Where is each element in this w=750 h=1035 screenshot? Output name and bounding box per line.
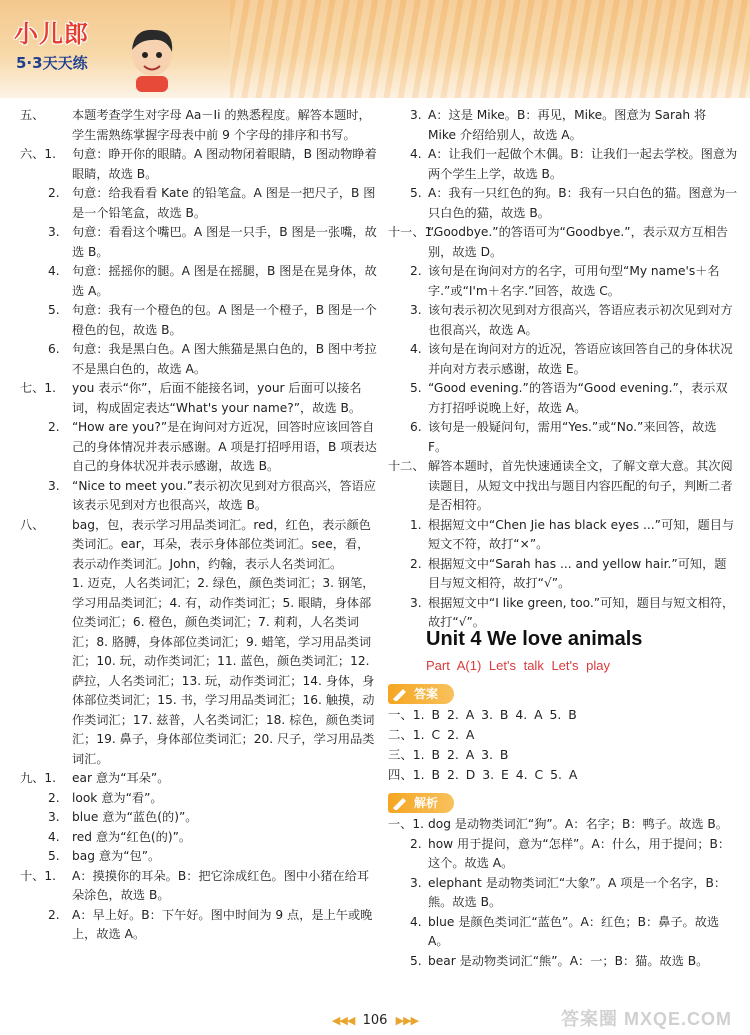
- brand-logo: [14, 14, 164, 86]
- item-marker: 4.: [410, 147, 422, 161]
- item-marker: 5.: [410, 186, 422, 200]
- item-marker: 4.: [410, 914, 422, 929]
- item-text: 句意：我有一个橙色的包。A 图是一个橙子，B 图是一个橙色的包，故选 B。: [72, 303, 377, 337]
- pencil-icon: [392, 796, 408, 810]
- answer-item: [388, 184, 738, 223]
- item-marker: 3.: [410, 875, 422, 890]
- item-marker: 2.: [410, 556, 422, 571]
- answer-item: [20, 808, 380, 828]
- item-marker: 3.: [410, 303, 422, 317]
- answer-item: [20, 769, 380, 789]
- answer-item: [20, 867, 380, 906]
- item-marker: 3.: [48, 810, 60, 824]
- page-header: [0, 0, 750, 98]
- next-arrows: ▶▶▶: [395, 1014, 419, 1027]
- answer-item: [388, 379, 738, 418]
- item-text: bag，包，表示学习用品类词汇。red，红色，表示颜色类词汇。ear，耳朵，表示身体部位类词汇。see，看，表示动作类词汇。John，约翰，表示人名类词汇。: [72, 517, 371, 571]
- answer-item: [388, 301, 738, 340]
- item-text: dog 是动物类词汇“狗”。A：名字；B：鸭子。故选 B。: [428, 817, 728, 831]
- page-number: 106: [362, 1013, 388, 1028]
- item-marker: 4.: [410, 342, 422, 356]
- unit-title: Unit 4 We love animals: [426, 628, 643, 650]
- item-text: 句意：摇摇你的腿。A 图是在摇腿，B 图是在晃身体，故选 A。: [72, 264, 377, 298]
- item-text: 该句是在询问对方的近况，答语应该回答自己的身体状况并向对方表示感谢，故选 E。: [428, 342, 733, 376]
- item-text: “Nice to meet you.”表示初次见到对方很高兴，答语应该表示见到对方也很高兴，故选 B。: [72, 478, 376, 512]
- item-marker: 九、1.: [20, 771, 57, 785]
- item-text: 句意：给我看看 Kate 的铅笔盒。A 图是一把尺子，B 图是一个铅笔盒，故选 B。: [72, 186, 376, 220]
- item-marker: 5.: [48, 303, 60, 317]
- answer-item: [20, 847, 380, 867]
- answer-item: [20, 789, 380, 809]
- watermark: 答案圈 MXQE.COM: [560, 1009, 732, 1029]
- item-marker: 6.: [410, 420, 422, 434]
- pencil-icon: [392, 687, 408, 701]
- answer-item: [388, 145, 738, 184]
- part-subtitle: [426, 658, 610, 673]
- item-marker: 3.: [410, 108, 422, 122]
- answer-item: [20, 184, 380, 223]
- answer-item: [388, 340, 738, 379]
- item-text: 该句是一般疑问句，需用“Yes.”或“No.”来回答，故选 F。: [428, 420, 717, 454]
- item-text: you 表示“你”，后面不能接名词，your 后面可以接名词，构成固定表达“What's your name?”，故选 B。: [72, 381, 362, 415]
- answer-item: [20, 379, 380, 418]
- item-marker: 八、: [20, 517, 45, 532]
- talk-label: Let's talk: [488, 658, 544, 673]
- item-marker: 2.: [48, 907, 60, 922]
- answer-item: [388, 223, 738, 262]
- left-column: [20, 106, 380, 945]
- play-label: Let's play: [551, 658, 610, 673]
- answer-item: [388, 594, 738, 633]
- item-text: 句意：睁开你的眼睛。A 图动物闭着眼睛，B 图动物睁着眼睛，故选 B。: [72, 147, 377, 181]
- item-text: 根据短文中“I like green, too.”可知，题目与短文相符，故打“√”。: [428, 595, 735, 629]
- answer-item: [388, 457, 738, 516]
- logo-subtitle: 5·3天天练: [16, 54, 88, 72]
- answer-row: 三、1. B 2. A 3. B: [388, 747, 509, 762]
- item-marker: 2.: [48, 790, 60, 805]
- item-marker: 1.: [410, 517, 422, 532]
- answer-tag: [388, 684, 454, 704]
- item-marker: 2.: [410, 264, 422, 278]
- item-text: A：摸摸你的耳朵。B：把它涂成红色。图中小猪在给耳朵涂色，故选 B。: [72, 868, 370, 902]
- answer-item: [388, 913, 738, 952]
- item-marker: 十、1.: [20, 868, 57, 883]
- answer-row: 一、1. B 2. A 3. B 4. A 5. B: [388, 707, 577, 722]
- answer-item: [388, 516, 738, 555]
- answer-item: [388, 815, 738, 835]
- item-marker: 3.: [48, 478, 60, 493]
- item-text: ear 意为“耳朵”。: [72, 771, 170, 785]
- mascot-boy-icon: [122, 24, 182, 94]
- item-text: blue 是颜色类词汇“蓝色”。A：红色；B：鼻子。故选 A。: [428, 914, 720, 948]
- item-text: 句意：看看这个嘴巴。A 图是一只手，B 图是一张嘴，故选 B。: [72, 225, 377, 259]
- item-text: “How are you?”是在询问对方近况，回答时应该回答自己的身体情况并表示感谢。A 项是打招呼用语，B 项表达自己的身体状况并表示感谢，故选 B。: [72, 420, 377, 473]
- answers-block: [388, 705, 577, 785]
- item-text: elephant 是动物类词汇“大象”。A 项是一个名字，B：熊。故选 B。: [428, 875, 727, 909]
- item-text: “Good evening.”的答语为“Good evening.”，表示双方打招呼说晚上好，故选 A。: [428, 381, 728, 415]
- item-text: red 意为“红色(的)”。: [72, 829, 192, 844]
- answer-item: [388, 418, 738, 457]
- item-marker: 五、: [20, 108, 45, 122]
- answer-item: [20, 477, 380, 516]
- item-text: how 用于提问，意为“怎样”。A：什么，用于提问；B：这个。故选 A。: [428, 836, 731, 870]
- answer-item: [20, 340, 380, 379]
- answer-item: [388, 874, 738, 913]
- answer-row: 四、1. B 2. D 3. E 4. C 5. A: [388, 767, 578, 782]
- item-marker: 4.: [48, 264, 60, 278]
- item-marker: 一、1.: [388, 817, 425, 831]
- item-text: 本题考查学生对字母 Aa－Ii 的熟悉程度。解答本题时，学生需熟练掌握字母表中前 9 个字母的排序和书写。: [72, 108, 371, 142]
- item-marker: 2.: [48, 186, 60, 200]
- item-text: bear 是动物类词汇“熊”。A：一；B：猫。故选 B。: [428, 953, 709, 968]
- item-marker: 六、1.: [20, 147, 57, 161]
- item-text: A：这是 Mike。B：再见，Mike。图意为 Sarah 将 Mike 介绍给别人，故选 A。: [428, 108, 707, 142]
- item-text: “Goodbye.”的答语可为“Goodbye.”，表示双方互相告别，故选 D。: [428, 225, 729, 259]
- item-text: blue 意为“蓝色(的)”。: [72, 810, 198, 824]
- answer-item: [20, 574, 380, 769]
- item-marker: 七、1.: [20, 381, 57, 395]
- item-marker: 2.: [48, 420, 60, 434]
- item-text: A：我有一只红色的狗。B：我有一只白色的猫。图意为一只白色的猫，故选 B。: [428, 186, 738, 220]
- item-text: bag 意为“包”。: [72, 849, 161, 863]
- answer-item: [388, 262, 738, 301]
- answer-item: [20, 516, 380, 575]
- answer-row: 二、1. C 2. A: [388, 727, 475, 742]
- item-text: 根据短文中“Chen Jie has black eyes ...”可知，题目与短文不符，故打“×”。: [428, 517, 735, 551]
- part-label: Part A(1): [426, 658, 482, 673]
- item-text: A：早上好。B：下午好。图中时间为 9 点，是上午或晚上，故选 A。: [72, 907, 373, 941]
- item-marker: 5.: [410, 953, 422, 968]
- item-marker: 十二、: [388, 459, 425, 473]
- answer-item: [20, 262, 380, 301]
- header-decoration: [230, 0, 750, 98]
- item-marker: 3.: [48, 225, 60, 239]
- item-text: 该句是在询问对方的名字，可用句型“My name's＋名字.”或“I'm＋名字.”回答，故选 C。: [428, 264, 720, 298]
- analysis-tag-label: 解析: [414, 796, 439, 810]
- answer-item: [20, 828, 380, 848]
- item-marker: 4.: [48, 829, 60, 844]
- item-text: 解答本题时，首先快速通读全文，了解文章大意。其次阅读题目，从短文中找出与题目内容匹配的句子，判断二者是否相符。: [428, 459, 733, 512]
- item-marker: 5.: [410, 381, 422, 395]
- item-marker: 5.: [48, 849, 60, 863]
- analysis-block: [388, 815, 738, 971]
- answer-item: [20, 145, 380, 184]
- item-text: look 意为“看”。: [72, 790, 163, 805]
- item-text: 1. 迈克，人名类词汇；2. 绿色，颜色类词汇；3. 钢笔，学习用品类词汇；4. 有，动作类词汇；5. 眼睛，身体部位类词汇；6. 橙色，颜色类词汇；7. 莉莉，人名类词汇；8. 胳膊，身体部位类词汇；9. 蜡笔，学习用品类词汇；10. 玩，动作类词汇；11. 蓝色，颜色类词汇；12. 萨拉，人名类词汇；13. 玩，动作类词汇；14. 身体，身体部位类词汇；15. 书，学习用品类词汇；16. 触摸，动作类词汇；17. 兹普，人名类词汇；18. 棕色，颜色类词汇；19. 鼻子，身体部位类词汇；20. 尺子，学习用品类词汇。: [72, 576, 375, 766]
- answer-item: [388, 106, 738, 145]
- answer-item: [388, 555, 738, 594]
- item-text: 句意：我是黑白色。A 图大熊猫是黑白色的，B 图中考拉不是黑白色的，故选 A。: [72, 342, 377, 376]
- item-marker: 3.: [410, 595, 422, 610]
- right-column: [388, 106, 738, 633]
- answer-item: [20, 418, 380, 477]
- answer-item: [388, 952, 738, 972]
- answer-item: [20, 223, 380, 262]
- item-marker: 十一、1.: [388, 225, 437, 239]
- analysis-tag: [388, 793, 454, 813]
- logo-title: 小儿郎: [14, 20, 89, 48]
- prev-arrows: ◀◀◀: [331, 1014, 355, 1027]
- answer-item: [20, 301, 380, 340]
- answer-item: [20, 906, 380, 945]
- item-marker: 6.: [48, 342, 60, 356]
- item-text: 该句表示初次见到对方很高兴，答语应表示初次见到对方也很高兴，故选 A。: [428, 303, 733, 337]
- answer-item: [20, 106, 380, 145]
- answer-tag-label: 答案: [414, 687, 439, 701]
- item-marker: 2.: [410, 836, 422, 851]
- item-text: 根据短文中“Sarah has ... and yellow hair.”可知，题目与短文相符，故打“√”。: [428, 556, 727, 590]
- item-text: A：让我们一起做个木偶。B：让我们一起去学校。图意为两个学生上学，故选 B。: [428, 147, 738, 181]
- answer-item: [388, 835, 738, 874]
